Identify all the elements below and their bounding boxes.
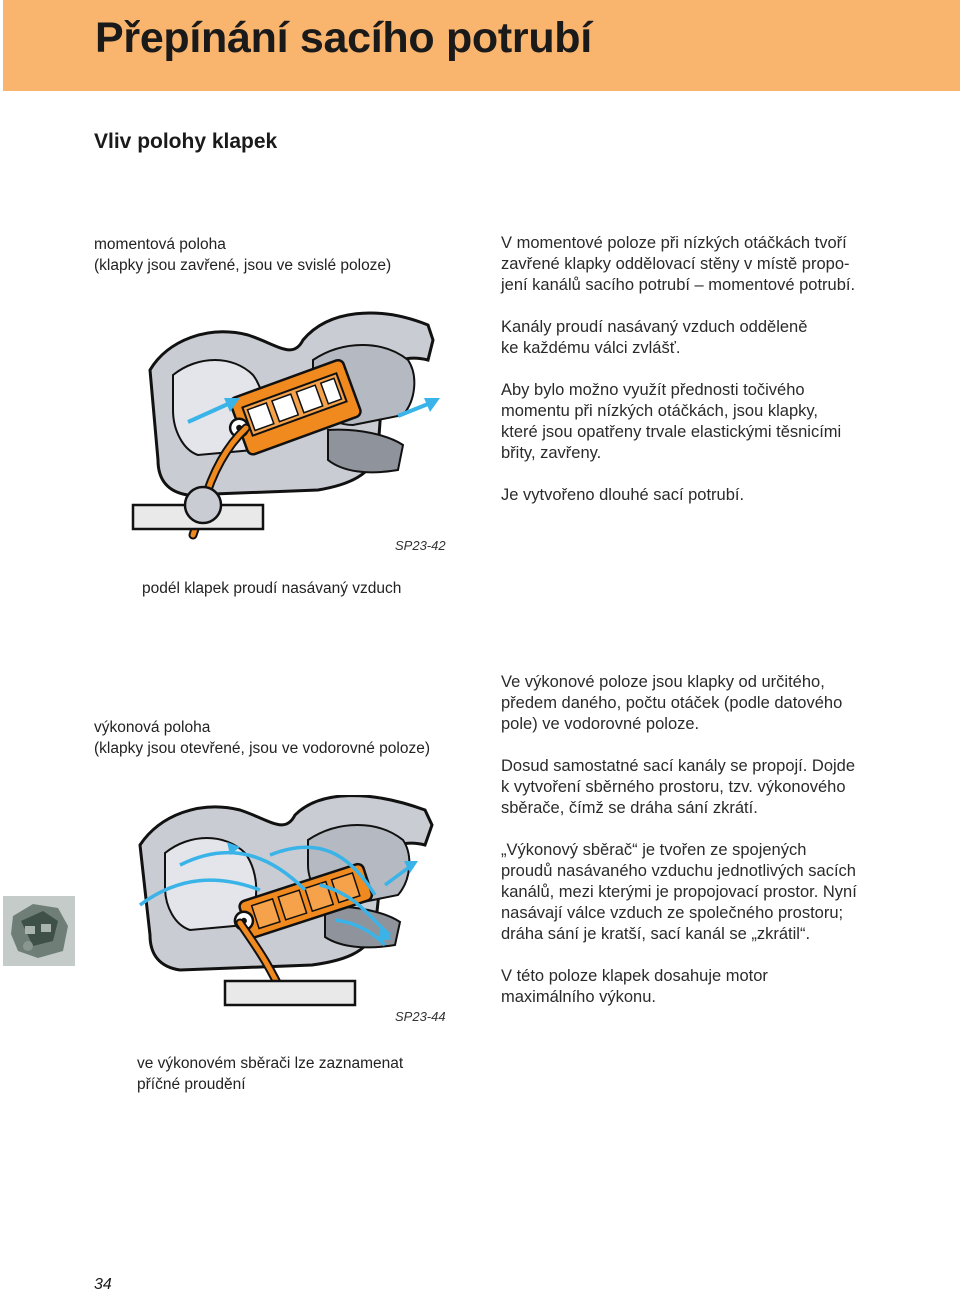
text-line: V momentové poloze při nízkých otáčkách tvoří bbox=[501, 234, 847, 252]
text-line: k vytvoření sběrného prostoru, tzv. výkonového bbox=[501, 778, 846, 796]
power-position-label bbox=[94, 717, 430, 759]
paragraph bbox=[501, 317, 855, 359]
text-line: Dosud samostatné sací kanály se propojí. Dojde bbox=[501, 757, 856, 775]
text-line: proudů nasávaného vzduchu jednotlivých sacích bbox=[501, 862, 856, 880]
paragraph bbox=[501, 966, 857, 1008]
figure-caption: SP23-42 bbox=[395, 538, 446, 553]
text-line: V této poloze klapek dosahuje motor bbox=[501, 967, 768, 985]
torque-position-label bbox=[94, 234, 391, 276]
figure-note: podél klapek proudí nasávaný vzduch bbox=[142, 580, 402, 597]
text-line: nasávají válce vzduch ze společného prostoru; bbox=[501, 904, 844, 922]
text-line: Je vytvořeno dlouhé sací potrubí. bbox=[501, 486, 745, 504]
paragraph bbox=[501, 756, 857, 819]
page-header bbox=[3, 0, 960, 91]
text-line: ke každému válci zvlášť. bbox=[501, 339, 681, 357]
label-line: (klapky jsou otevřené, jsou ve vodorovné poloze) bbox=[94, 740, 431, 757]
figure-caption: SP23-44 bbox=[395, 1009, 446, 1024]
paragraph bbox=[501, 485, 855, 506]
page-title: Přepínání sacího potrubí bbox=[95, 14, 592, 62]
text-line: zavřené klapky oddělovací stěny v místě propo- bbox=[501, 255, 850, 273]
text-line: břity, zavřeny. bbox=[501, 444, 602, 462]
section-subtitle: Vliv polohy klapek bbox=[94, 130, 278, 153]
text-line: pole) ve vodorovné poloze. bbox=[501, 715, 700, 733]
page-number: 34 bbox=[94, 1276, 112, 1293]
text-line: které jsou opatřeny trvale elastickými těsnicími bbox=[501, 423, 842, 441]
text-line: sběrače, čímž se dráha sání zkrátí. bbox=[501, 799, 758, 817]
note-line: ve výkonovém sběrači lze zaznamenat bbox=[137, 1055, 404, 1072]
text-line: momentu při nízkých otáčkách, jsou klapky, bbox=[501, 402, 818, 420]
pivot bbox=[185, 487, 221, 523]
power-text-block bbox=[501, 672, 857, 1008]
text-line: maximálního výkonu. bbox=[501, 988, 656, 1006]
base-plate bbox=[225, 981, 355, 1005]
lower-port bbox=[328, 430, 403, 473]
torque-text-block bbox=[501, 233, 855, 506]
text-line: dráha sání je kratší, sací kanál se „zkrátil“. bbox=[501, 925, 811, 943]
text-line: kanálů, mezi kterými je propojovací prostor. Nyní bbox=[501, 883, 857, 901]
text-line: jení kanálů sacího potrubí – momentové potrubí. bbox=[501, 276, 856, 294]
open-flaps-illustration bbox=[120, 795, 450, 1020]
text-line: Aby bylo možno využít přednosti točivého bbox=[501, 381, 805, 399]
paragraph bbox=[501, 233, 855, 296]
closed-flaps-illustration bbox=[128, 300, 458, 550]
text-line: Ve výkonové poloze jsou klapky od určitého, bbox=[501, 673, 825, 691]
text-line: „Výkonový sběrač“ je tvořen ze spojených bbox=[501, 841, 807, 859]
note-line: příčné proudění bbox=[137, 1076, 246, 1093]
label-line: výkonová poloha bbox=[94, 719, 211, 736]
label-line: momentová poloha bbox=[94, 236, 226, 253]
text-line: předem daného, počtu otáček (podle datového bbox=[501, 694, 843, 712]
paragraph bbox=[501, 672, 857, 735]
figure-note bbox=[137, 1053, 403, 1095]
paragraph bbox=[501, 840, 857, 945]
text-line: Kanály proudí nasávaný vzduch odděleně bbox=[501, 318, 808, 336]
engine-thumbnail-image bbox=[3, 896, 75, 966]
label-line: (klapky jsou zavřené, jsou ve svislé poloze) bbox=[94, 257, 392, 274]
paragraph bbox=[501, 380, 855, 464]
